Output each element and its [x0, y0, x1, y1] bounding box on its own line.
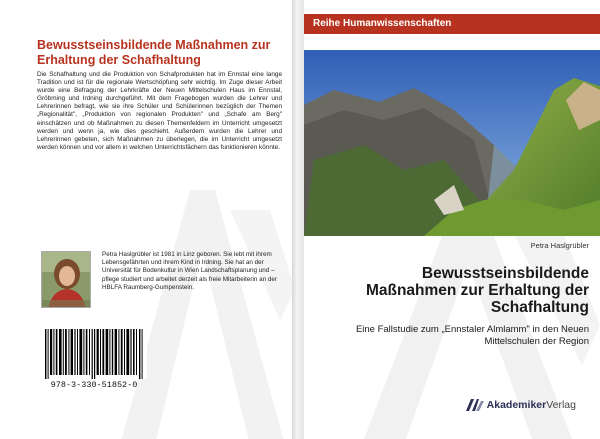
publisher-logo [466, 398, 576, 412]
author-portrait-image [41, 251, 91, 308]
back-cover-title: Bewusstseinsbildende Maßnahmen zur Erhaltung der Schafhaltung [37, 38, 271, 67]
back-cover-description: Die Schafhaltung und die Produktion von Schafprodukten hat im Ennstal eine lange Tradition und ist für die regionale Wertschöpfung sehr wichtig. Im Zuge dieser Arbeit wurde eine Befragung der Lehrkräfte der Neuen Mittelschulen Haus im Ennstal, Gröbming und Irdning durchgeführt. Mit dem Fragebogen wurden die Lehrer und Lehrerinnen befragt, wie sie ihre Schüler und Schülerinnen bezüglich der Themen „Regionalität", „Produktion von regionalen Produkten" und „Schafe am Berg" einschätzen und ob Maßnahmen zu diesen Themenfeldern im Unterricht umgesetzt werden und wenn ja, wie dies geschieht. Außerdem wurden die Lehrer und Lehrerinnen gebeten, sich Maßnahmen zu überlegen, die im Unterricht umgesetzt werden können und vor allem in welchen Unterrichtsfächern das funktionieren könnte. [37, 71, 282, 151]
cover-author-name: Petra Haslgrübler [530, 241, 589, 250]
publisher-name [487, 399, 576, 411]
mountain-landscape-image [304, 50, 600, 236]
front-cover [304, 0, 600, 439]
isbn-number: 978-3-330-51852-0 [50, 380, 138, 390]
back-cover [0, 0, 292, 439]
av-logo-icon [466, 399, 484, 411]
book-spine [292, 0, 304, 439]
cover-subtitle: Eine Fallstudie zum „Ennstaler Almlamm" in den Neuen Mittelschulen der Region [355, 324, 589, 347]
series-label: Reihe Humanwissenschaften [304, 14, 600, 34]
cover-title: Bewusstseinsbildende Maßnahmen zur Erhaltung der Schafhaltung [365, 265, 589, 316]
author-bio: Petra Haslgrübler ist 1981 in Linz geboren. Sie lebt mit ihrem Lebensgefährten und ihrem Kind in Irdning. Sie hat an der Universität für Bodenkultur in Wien Landschaftsplanung und –pflege studiert und arbeitet derzeit als freie Mitarbeiterin an der HBLFA Raumberg-Gumpenstein. [102, 251, 278, 291]
barcode-image [41, 329, 147, 379]
publisher-name-light: Verlag [546, 399, 576, 411]
av-watermark-icon [120, 170, 292, 439]
publisher-name-bold: Akademiker [486, 399, 547, 411]
